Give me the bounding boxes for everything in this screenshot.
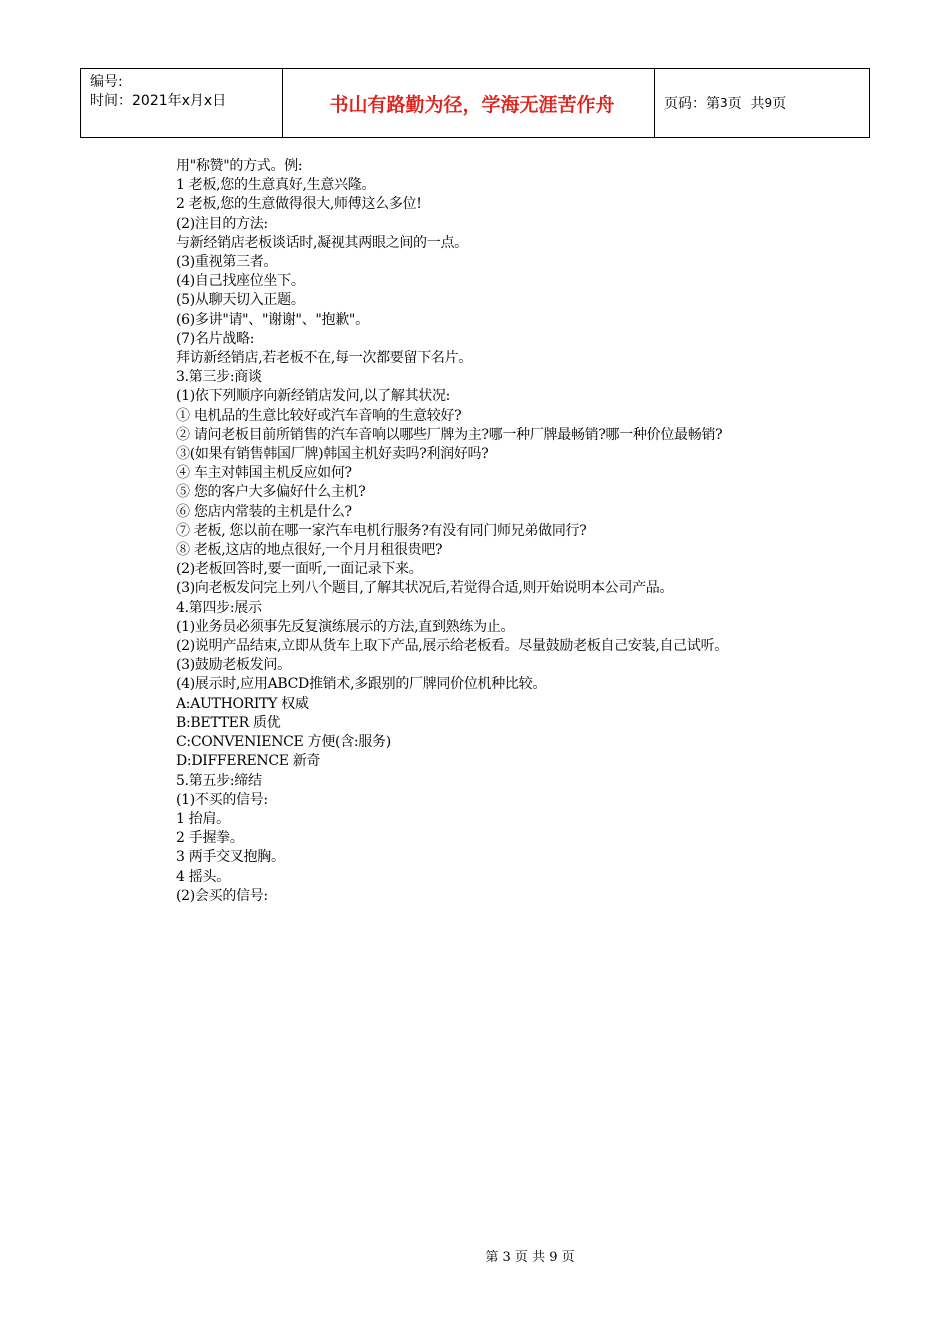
paragraph: (3)重视第三者。 xyxy=(176,254,278,271)
list-item: D:DIFFERENCE 新奇 xyxy=(176,753,321,770)
list-item: 1 抬肩。 xyxy=(176,810,230,827)
list-item: ① 电机品的生意比较好或汽车音响的生意较好? xyxy=(176,407,462,424)
page-prefix: 页码：第 xyxy=(664,96,720,112)
paragraph: 2 老板,您的生意做得很大,师傅这么多位! xyxy=(176,196,422,213)
page-header xyxy=(80,68,870,138)
list-item: ⑦ 老板, 您以前在哪一家汽车电机行服务?有没有同门师兄弟做同行? xyxy=(176,522,587,539)
paragraph: 1 老板,您的生意真好,生意兴隆。 xyxy=(176,177,376,194)
page-current: 3 xyxy=(720,96,728,110)
section-heading: 4.第四步:展示 xyxy=(176,599,262,616)
list-item: B:BETTER 质优 xyxy=(176,714,281,731)
section-heading: 5.第五步:缔结 xyxy=(176,772,262,789)
serial-label: 编号: xyxy=(90,74,123,90)
paragraph: (7)名片战略: xyxy=(176,330,255,347)
paragraph: (6)多讲"请"、"谢谢"、"抱歉"。 xyxy=(176,311,369,328)
paragraph: (3)向老板发问完上列八个题目,了解其状况后,若觉得合适,则开始说明本公司产品。 xyxy=(176,580,674,597)
paragraph: (2)老板回答时,要一面听,一面记录下来。 xyxy=(176,561,423,578)
header-motto: 书山有路勤为径，学海无涯苦作舟 xyxy=(329,93,615,116)
list-item: C:CONVENIENCE 方便(含:服务) xyxy=(176,734,391,751)
paragraph: 拜访新经销店,若老板不在,每一次都要留下名片。 xyxy=(176,350,472,367)
list-item: ② 请问老板目前所销售的汽车音响以哪些厂牌为主?哪一种厂牌最畅销?哪一种价位最畅销? xyxy=(176,426,723,443)
header-page-info xyxy=(664,69,786,137)
page-footer: 第 3 页 共 9 页 xyxy=(485,1250,575,1265)
paragraph: (1)不买的信号: xyxy=(176,791,268,808)
page-suffix: 页 xyxy=(772,96,787,112)
list-item: A:AUTHORITY 权威 xyxy=(176,695,309,712)
paragraph: (2)会买的信号: xyxy=(176,887,268,904)
date-label: 时间：2021年x月x日 xyxy=(90,93,227,109)
paragraph: (2)说明产品结束,立即从货车上取下产品,展示给老板看。尽量鼓励老板自己安装,自己试听。 xyxy=(176,638,728,655)
list-item: ③(如果有销售韩国厂牌)韩国主机好卖吗?利润好吗? xyxy=(176,446,489,463)
paragraph: 用"称赞"的方式。例: xyxy=(176,158,303,174)
paragraph: (3)鼓励老板发问。 xyxy=(176,657,291,674)
header-divider xyxy=(654,69,655,137)
paragraph: (1)依下列顺序向新经销店发问,以了解其状况: xyxy=(176,388,451,405)
list-item: 4 摇头。 xyxy=(176,868,230,885)
paragraph: (2)注目的方法: xyxy=(176,215,268,232)
paragraph: (4)展示时,应用ABCD推销术,多跟别的厂牌同价位机种比较。 xyxy=(176,676,547,693)
header-divider xyxy=(80,69,81,137)
paragraph: (5)从聊天切入正题。 xyxy=(176,292,305,309)
list-item: 2 手握拳。 xyxy=(176,830,244,847)
list-item: ⑧ 老板,这店的地点很好,一个月月租很贵吧? xyxy=(176,542,443,559)
document-body xyxy=(146,157,818,906)
section-heading: 3.第三步:商谈 xyxy=(176,369,262,386)
page-mid: 页 共 xyxy=(727,96,765,112)
list-item: 3 两手交叉抱胸。 xyxy=(176,849,285,866)
header-meta xyxy=(90,73,226,111)
header-divider xyxy=(869,69,870,137)
paragraph: (4)自己找座位坐下。 xyxy=(176,273,305,290)
page-total: 9 xyxy=(764,96,773,110)
paragraph: (1)业务员必须事先反复演练展示的方法,直到熟练为止。 xyxy=(176,618,515,635)
paragraph: 与新经销店老板谈话时,凝视其两眼之间的一点。 xyxy=(176,234,468,251)
header-divider xyxy=(282,69,283,137)
list-item: ⑥ 您店内常装的主机是什么? xyxy=(176,503,352,520)
list-item: ④ 车主对韩国主机反应如何? xyxy=(176,465,352,482)
list-item: ⑤ 您的客户大多偏好什么主机? xyxy=(176,484,366,501)
